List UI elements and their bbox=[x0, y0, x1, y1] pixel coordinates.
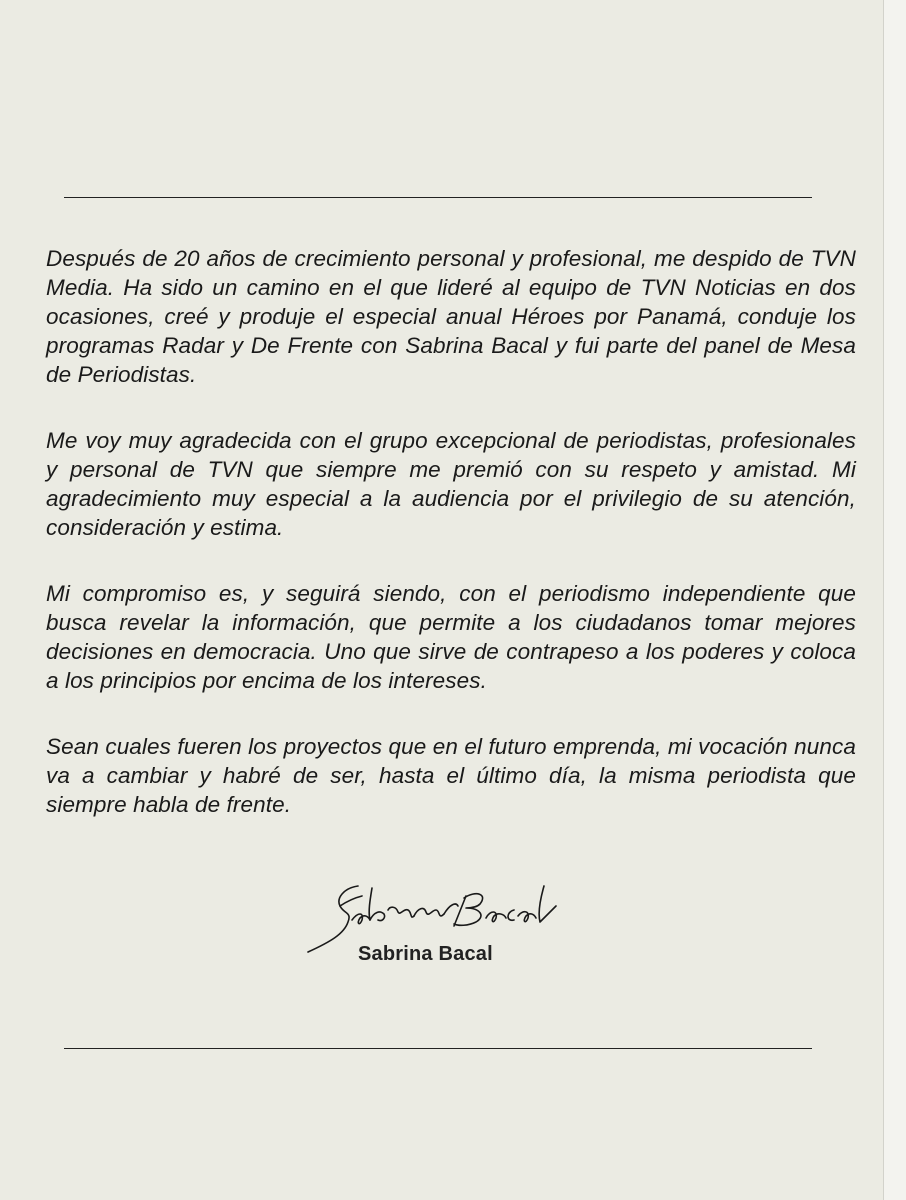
page-edge bbox=[883, 0, 906, 1200]
paragraph-2: Me voy muy agradecida con el grupo excepcional de periodistas, profesionales y personal de TVN que siempre me premió con su respeto y amistad. Mi agradecimiento muy especial a la audiencia por el privilegio de su atención, consideración y estima. bbox=[46, 428, 856, 540]
paragraph-3: Mi compromiso es, y seguirá siendo, con el periodismo independiente que busca revelar la información, que permite a los ciudadanos tomar mejores decisiones en democracia. Uno que sirve de contrapeso a los poderes y coloca a los principios por encima de los intereses. bbox=[46, 581, 856, 693]
bottom-divider bbox=[64, 1048, 812, 1049]
paragraph-1: Después de 20 años de crecimiento personal y profesional, me despido de TVN Media. Ha sido un camino en el que lideré al equipo de TVN Noticias en dos ocasiones, creé y produje el especial anual Héroes por Panamá, conduje los programas Radar y De Frente con Sabrina Bacal y fui parte del panel de Mesa de Periodistas. bbox=[46, 246, 856, 387]
top-divider bbox=[64, 197, 812, 198]
paragraph-4: Sean cuales fueren los proyectos que en el futuro emprenda, mi vocación nunca va a cambiar y habré de ser, hasta el último día, la misma periodista que siempre habla de frente. bbox=[46, 734, 856, 817]
letter-body bbox=[46, 244, 856, 856]
signatory-name: Sabrina Bacal bbox=[358, 943, 493, 965]
